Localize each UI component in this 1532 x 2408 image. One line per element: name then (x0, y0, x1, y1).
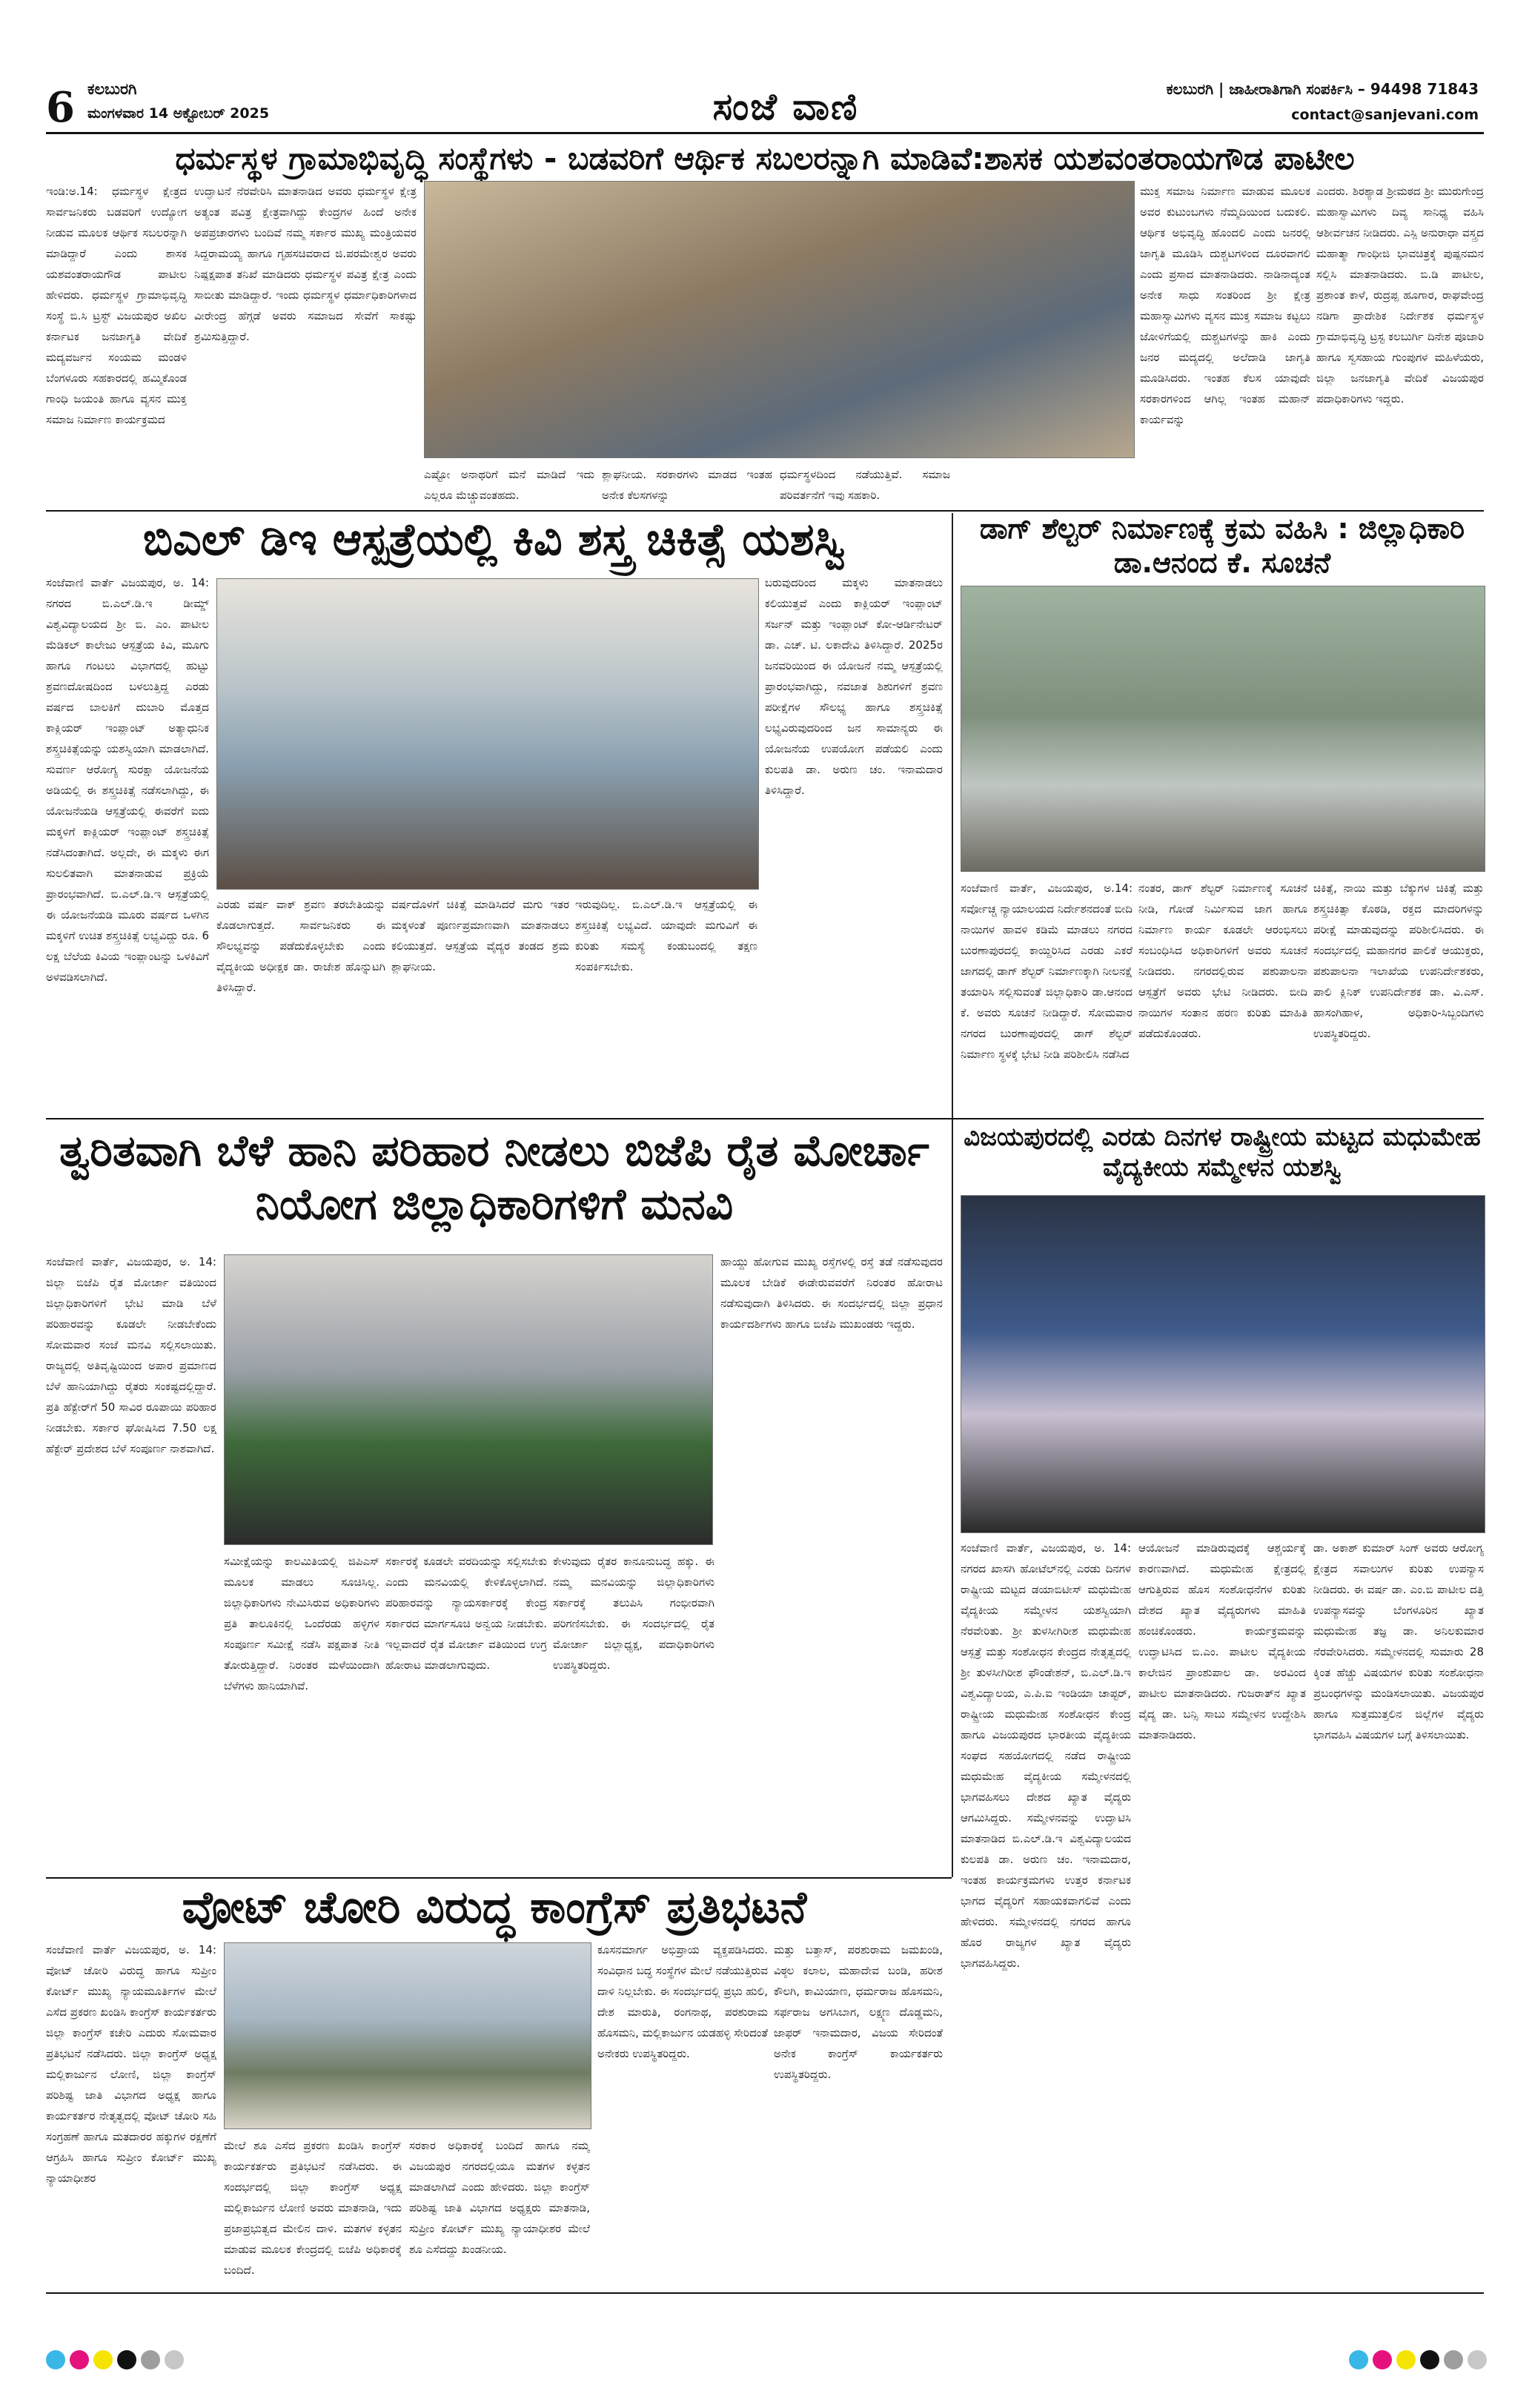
article-4-col-4: ಕೇಳುವುದು ರೈತರ ಕಾನೂನುಬದ್ಧ ಹಕ್ಕು. ಈ ನಮ್ಮ ಮನವಿಯನ್ನು ಜಿಲ್ಲಾಧಿಕಾರಿಗಳು ಸರ್ಕಾರಕ್ಕೆ ತಲುಪಿಸಿ ಗಂಭೀರವಾಗಿ ಪರಿಗಣಿಸಬೇಕು. ಈ ಸಂದರ್ಭದಲ್ಲಿ ರೈತ ಮೋರ್ಚಾ ಜಿಲ್ಲಾಧ್ಯಕ್ಷ, ಪದಾಧಿಕಾರಿಗಳು ಉಪಸ್ಥಿತರಿದ್ದರು. (553, 1555, 714, 1672)
reg-dot (93, 2350, 113, 2369)
column-divider-2 (952, 1121, 953, 1877)
reg-dot (1444, 2350, 1463, 2369)
reg-dot (1468, 2350, 1487, 2369)
registration-marks-left (46, 2350, 184, 2369)
article-2-headline: ಬಿಎಲ್‌ ಡಿಇ ಆಸ್ಪತ್ರೆಯಲ್ಲಿ ಕಿವಿ ಶಸ್ತ್ರ ಚಿಕಿತ್ಸೆ ಯಶಸ್ವಿ (142, 514, 846, 566)
page-number: 6 (46, 83, 75, 132)
header-city: ಕಲಬುರಗಿ (87, 80, 137, 98)
article-2-col-1: ಸಂಜೆವಾಣಿ ವಾರ್ತೆ ವಿಜಯಪುರ, ಅ. 14: ನಗರದ ಬಿ.ಎಲ್.ಡಿ.ಇ ಡೀಮ್ಡ್ ವಿಶ್ವವಿದ್ಯಾಲಯದ ಶ್ರೀ ಬಿ. ಎಂ. ಪಾಟೀಲ ಮೆಡಿಕಲ್ ಕಾಲೇಜು ಆಸ್ಪತ್ರೆಯ ಕಿವಿ, ಮೂಗು ಹಾಗೂ ಗಂಟಲು ವಿಭಾಗದಲ್ಲಿ ಹುಟ್ಟು ಶ್ರವಣದೋಷದಿಂದ ಬಳಲುತ್ತಿದ್ದ ಎರಡು ವರ್ಷದ ಬಾಲಕಿಗೆ ದುಬಾರಿ ಮೊತ್ತದ ಕಾಕ್ಲಿಯರ್ ಇಂಪ್ಲಾಂಟ್ ಅತ್ಯಾಧುನಿಕ ಶಸ್ತ್ರಚಿಕಿತ್ಸೆಯನ್ನು ಯಶಸ್ವಿಯಾಗಿ ಮಾಡಲಾಗಿದೆ. ಸುವರ್ಣ ಆರೋಗ್ಯ ಸುರಕ್ಷಾ ಯೋಜನೆಯ ಅಡಿಯಲ್ಲಿ ಈ ಶಸ್ತ್ರಚಿಕಿತ್ಸೆ ನಡೆಸಲಾಗಿದ್ದು, ಈ ಯೋಜನೆಯಡಿ ಆಸ್ಪತ್ರೆಯಲ್ಲಿ ಈವರೆಗೆ ಐದು ಮಕ್ಕಳಿಗೆ ಕಾಕ್ಲಿಯರ್ ಇಂಪ್ಲಾಂಟ್ ಶಸ್ತ್ರಚಿಕಿತ್ಸೆ ನಡೆಸಿದಂತಾಗಿದೆ. ಅಲ್ಲದೇ, ಈ ಮಕ್ಕಳು ಈಗ ಸುಲಲಿತವಾಗಿ ಮಾತನಾಡುವ ಪ್ರಕ್ರಿಯೆ ಪ್ರಾರಂಭವಾಗಿದೆ. ಬಿ.ಎಲ್.ಡಿ.ಇ ಆಸ್ಪತ್ರೆಯಲ್ಲಿ ಈ ಯೋಜನೆಯಡಿ ಮೂರು ವರ್ಷದ ಒಳಗಿನ ಮಕ್ಕಳಿಗೆ ಉಚಿತ ಶಸ್ತ್ರಚಿಕಿತ್ಸೆ ಲಭ್ಯವಿದ್ದು ರೂ. 6 ಲಕ್ಷ ಬೆಲೆಯ ಕಿವಿಯ ಇಂಪ್ಲಾಂಟನ್ನು ಒಳಕಿವಿಗೆ ಅಳವಡಿಸಲಾಗಿದೆ. (46, 576, 209, 984)
article-5-photo (961, 1195, 1485, 1533)
article-4-col-1: ಸಂಜೆವಾಣಿ ವಾರ್ತೆ, ವಿಜಯಪುರ, ಅ. 14: ಜಿಲ್ಲಾ ಬಿಜೆಪಿ ರೈತ ಮೋರ್ಚಾ ವತಿಯಿಂದ ಜಿಲ್ಲಾಧಿಕಾರಿಗಳಿಗೆ ಭೇಟಿ ಮಾಡಿ ಬೆಳೆ ಪರಿಹಾರವನ್ನು ಕೂಡಲೇ ನೀಡಬೇಕೆಂದು ಸೋಮವಾರ ಸಂಜೆ ಮನವಿ ಸಲ್ಲಿಸಲಾಯಿತು. ರಾಜ್ಯದಲ್ಲಿ ಅತಿವೃಷ್ಟಿಯಿಂದ ಅಪಾರ ಪ್ರಮಾಣದ ಬೆಳೆ ಹಾನಿಯಾಗಿದ್ದು ರೈತರು ಸಂಕಷ್ಟದಲ್ಲಿದ್ದಾರೆ. ಪ್ರತಿ ಹೆಕ್ಟೇರ್‌ಗೆ 50 ಸಾವಿರ ರೂಪಾಯಿ ಪರಿಹಾರ ನೀಡಬೇಕು. ಸರ್ಕಾರ ಘೋಷಿಸಿದ 7.50 ಲಕ್ಷ ಹೆಕ್ಟೇರ್ ಪ್ರದೇಶದ ಬೆಳೆ ಸಂಪೂರ್ಣ ನಾಶವಾಗಿದೆ. (46, 1255, 216, 1455)
article-6-photo (224, 1942, 591, 2129)
article-1-col-6: ಮುಕ್ತ ಸಮಾಜ ನಿರ್ಮಾಣ ಮಾಡುವ ಮೂಲಕ ಅವರ ಕುಟುಂಬಗಳು ನೆಮ್ಮದಿಯಿಂದ ಬದುಕಲಿ. ಆರ್ಥಿಕ ಅಭಿವೃದ್ಧಿ ಹೊಂದಲಿ ಎಂದು ಜನರಲ್ಲಿ ಜಾಗೃತಿ ಮೂಡಿಸಿ ದುಶ್ಚಟಗಳಿಂದ ದೂರವಾಗಲಿ ಎಂದು ಪ್ರಸಾದ ಮಾತನಾಡಿದರು. ನಾಡಿನಾದ್ಯಂತ ಅನೇಕ ಸಾಧು ಸಂತರಿಂದ ಶ್ರೀ ಕ್ಷೇತ್ರ ಮಹಾಸ್ವಾಮಿಗಳು ವ್ಯಸನ ಮುಕ್ತ ಸಮಾಜ ಕಟ್ಟಲು ಜೋಳಿಗೆಯಲ್ಲಿ ದುಶ್ಚಟಗಳನ್ನು ಹಾಕಿ ಎಂದು ಜನರ ಮದ್ಯದಲ್ಲಿ ಅಲೆದಾಡಿ ಜಾಗೃತಿ ಮೂಡಿಸಿದರು. ಇಂತಹ ಕೆಲಸ ಯಾವುದೇ ಸರಕಾರಗಳಿಂದ ಆಗಿಲ್ಲ ಇಂತಹ ಮಹಾನ್ ಕಾರ್ಯವನ್ನು (1140, 185, 1310, 426)
article-6-headline: ವೋಟ್ ಚೋರಿ ವಿರುದ್ಧ ಕಾಂಗ್ರೆಸ್ ಪ್ರತಿಭಟನೆ (182, 1882, 807, 1934)
header-ad-contact: ಕಲಬುರಗಿ | ಜಾಹೀರಾತಿಗಾಗಿ ಸಂಪರ್ಕಿಸಿ – 94498 71843 (1166, 80, 1479, 98)
article-5-col-1: ಸಂಜೆವಾಣಿ ವಾರ್ತೆ, ವಿಜಯಪುರ, ಅ. 14: ನಗರದ ಖಾಸಗಿ ಹೋಟೆಲ್‌ನಲ್ಲಿ ಎರಡು ದಿನಗಳ ರಾಷ್ಟ್ರೀಯ ಮಟ್ಟದ ಡಯಾಬಿಟೀಸ್ ಮಧುಮೇಹ ವೈದ್ಯಕೀಯ ಸಮ್ಮೇಳನ ಯಶಸ್ವಿಯಾಗಿ ನೆರವೇರಿತು. ಶ್ರೀ ತುಳಸೀಗಿರೀಶ ಮಧುಮೇಹ ಆಸ್ಪತ್ರೆ ಮತ್ತು ಸಂಶೋಧನ ಕೇಂದ್ರದ ನೇತೃತ್ವದಲ್ಲಿ ಶ್ರೀ ತುಳಸೀಗಿರೀಶ ಫೌಂಡೇಶನ್, ಬಿ.ಎಲ್.ಡಿ.ಇ ವಿಶ್ವವಿದ್ಯಾಲಯ, ಎ.ಪಿ.ಐ ಇಂಡಿಯಾ ಚಾಪ್ಟರ್, ರಾಷ್ಟ್ರೀಯ ಮಧುಮೇಹ ಸಂಶೋಧನ ಕೇಂದ್ರ ಹಾಗೂ ವಿಜಯಪುರದ ಭಾರತೀಯ ವೈದ್ಯಕೀಯ ಸಂಘದ ಸಹಯೋಗದಲ್ಲಿ ನಡೆದ ರಾಷ್ಟ್ರೀಯ ಮಧುಮೇಹ ವೈದ್ಯಕೀಯ ಸಮ್ಮೇಳನದಲ್ಲಿ ಭಾಗವಹಿಸಲು ದೇಶದ ಖ್ಯಾತ ವೈದ್ಯರು ಆಗಮಿಸಿದ್ದರು. ಸಮ್ಮೇಳನವನ್ನು ಉದ್ಘಾಟಿಸಿ ಮಾತನಾಡಿದ ಬಿ.ಎಲ್.ಡಿ.ಇ ವಿಶ್ವವಿದ್ಯಾಲಯದ ಕುಲಪತಿ ಡಾ. ಅರುಣ ಚಂ. ಇನಾಮದಾರ, ಇಂತಹ ಕಾರ್ಯಕ್ರಮಗಳು ಉತ್ತರ ಕರ್ನಾಟಕ ಭಾಗದ ವೈದ್ಯರಿಗೆ ಸಹಾಯಕವಾಗಲಿವೆ ಎಂದು ಹೇಳಿದರು. ಸಮ್ಮೇಳನದಲ್ಲಿ ನಗರದ ಹಾಗೂ ಹೊರ ರಾಜ್ಯಗಳ ಖ್ಯಾತ ವೈದ್ಯರು ಭಾಗವಹಿಸಿದ್ದರು. (961, 1541, 1131, 1970)
article-1-col-2: ಉದ್ಘಾಟನೆ ನೆರವೇರಿಸಿ ಮಾತನಾಡಿದ ಅವರು ಧರ್ಮಸ್ಥಳ ಕ್ಷೇತ್ರ ಅತ್ಯಂತ ಪವಿತ್ರ ಕ್ಷೇತ್ರವಾಗಿದ್ದು ಕೇಂದ್ರಗಳ ಹಿಂದೆ ಅನೇಕ ಅಪಪ್ರಚಾರಗಳು ಬಂದಿವೆ ನಮ್ಮ ಸರ್ಕಾರ ಮುಖ್ಯ ಮಂತ್ರಿಯವರ ಸಿದ್ದರಾಮಯ್ಯ ಹಾಗೂ ಗೃಹಸಚಿವರಾದ ಜಿ.ಪರಮೇಶ್ವರ ಅವರು ನಿಷ್ಪಕ್ಷಪಾತ ತನಿಖೆ ಮಾಡಿದರು ಧರ್ಮಸ್ಥಳ ಪವಿತ್ರ ಕ್ಷೇತ್ರ ಎಂದು ಸಾಬೀತು ಮಾಡಿದ್ದಾರೆ. ಇಂದು ಧರ್ಮಸ್ಥಳ ಧರ್ಮಾಧಿಕಾರಿಗಳಾದ ವೀರೇಂದ್ರ ಹೆಗ್ಗಡೆ ಅವರು ಸಮಾಜದ ಸೇವೆಗೆ ಸಾಕಷ್ಟು ಶ್ರಮಿಸುತ್ತಿದ್ದಾರೆ. (194, 185, 417, 343)
article-1-col-1: ಇಂಡಿ:ಅ.14: ಧರ್ಮಸ್ಥಳ ಕ್ಷೇತ್ರದ ಸಾರ್ವಜನಿಕರು ಬಡವರಿಗೆ ಉದ್ಯೋಗ ನೀಡುವ ಮೂಲಕ ಆರ್ಥಿಕ ಸಬಲರನ್ನಾಗಿ ಮಾಡಿದ್ದಾರೆ ಎಂದು ಶಾಸಕ ಯಶವಂತರಾಯಗೌಡ ಪಾಟೀಲ ಹೇಳಿದರು. ಧರ್ಮಸ್ಥಳ ಗ್ರಾಮಾಭಿವೃದ್ಧಿ ಸಂಸ್ಥೆ ಬಿ.ಸಿ ಟ್ರಸ್ಟ್ ವಿಜಯಪುರ ಅಖಿಲ ಕರ್ನಾಟಕ ಜನಜಾಗೃತಿ ವೇದಿಕೆ ಮದ್ಯವರ್ಜನ ಸಂಯಮ ಮಂಡಳಿ ಬೆಂಗಳೂರು ಸಹಕಾರದಲ್ಲಿ ಹಮ್ಮಿಕೊಂಡ ಗಾಂಧಿ ಜಯಂತಿ ಹಾಗೂ ವ್ಯಸನ ಮುಕ್ತ ಸಮಾಜ ನಿರ್ಮಾಣ ಕಾರ್ಯಕ್ರಮದ (46, 185, 187, 426)
article-6-col-3: ಸರಕಾರ ಅಧಿಕಾರಕ್ಕೆ ಬಂದಿದೆ ಹಾಗೂ ನಮ್ಮ ವಿಜಯಪುರ ನಗರದಲ್ಲಿಯೂ ಮತಗಳ ಕಳ್ಳತನ ಮಾಡಲಾಗಿದೆ ಎಂದು ಹೇಳಿದರು. ಜಿಲ್ಲಾ ಕಾಂಗ್ರೆಸ್ ಪರಿಶಿಷ್ಟ ಜಾತಿ ವಿಭಾಗದ ಅಧ್ಯಕ್ಷರು ಮಾತನಾಡಿ, ಸುಪ್ರೀಂ ಕೋರ್ಟ್ ಮುಖ್ಯ ನ್ಯಾಯಾಧೀಶರ ಮೇಲೆ ಶೂ ಎಸೆದದ್ದು ಖಂಡನೀಯ. (409, 2139, 590, 2256)
article-1-col-3: ಎಷ್ಟೋ ಅನಾಥರಿಗೆ ಮನೆ ಮಾಡಿದೆ ಇದು ಎಲ್ಲರೂ ಮೆಚ್ಚುವಂತಹದು. (424, 468, 594, 502)
article-4-photo (224, 1254, 713, 1545)
reg-dot (1420, 2350, 1439, 2369)
article-2-col-5: ಬರುವುದರಿಂದ ಮಕ್ಕಳು ಮಾತನಾಡಲು ಕಲಿಯುತ್ತವೆ ಎಂದು ಕಾಕ್ಲಿಯರ್ ಇಂಪ್ಲಾಂಟ್ ಸರ್ಜನ್ ಮತ್ತು ಇಂಪ್ಲಾಂಟ್ ಕೋ-ಆರ್ಡಿನೇಟರ್ ಡಾ. ಎಚ್. ಟಿ. ಲಕಾದೇವಿ ತಿಳಿಸಿದ್ದಾರೆ. 2025ರ ಜನವರಿಯಿಂದ ಈ ಯೋಜನೆ ನಮ್ಮ ಆಸ್ಪತ್ರೆಯಲ್ಲಿ ಪ್ರಾರಂಭವಾಗಿದ್ದು, ನವಜಾತ ಶಿಶುಗಳಿಗೆ ಶ್ರವಣ ಪರೀಕ್ಷೆಗಳ ಸೌಲಭ್ಯ ಹಾಗೂ ಶಸ್ತ್ರಚಿಕಿತ್ಸೆ ಲಭ್ಯವಿರುವುದರಿಂದ ಜನ ಸಾಮಾನ್ಯರು ಈ ಯೋಜನೆಯ ಉಪಯೋಗ ಪಡೆಯಲಿ ಎಂದು ಕುಲಪತಿ ಡಾ. ಅರುಣ ಚಂ. ಇನಾಮದಾರ ತಿಳಿಸಿದ್ದಾರೆ. (765, 576, 943, 797)
article-6-col-2: ಮೇಲೆ ಶೂ ಎಸೆದ ಪ್ರಕರಣ ಖಂಡಿಸಿ ಕಾಂಗ್ರೆಸ್ ಕಾರ್ಯಕರ್ತರು ಪ್ರತಿಭಟನೆ ನಡೆಸಿದರು. ಈ ಸಂದರ್ಭದಲ್ಲಿ ಜಿಲ್ಲಾ ಕಾಂಗ್ರೆಸ್ ಅಧ್ಯಕ್ಷ ಮಲ್ಲಿಕಾರ್ಜುನ ಲೋಣಿ ಅವರು ಮಾತನಾಡಿ, ಇದು ಪ್ರಜಾಪ್ರಭುತ್ವದ ಮೇಲಿನ ದಾಳಿ. ಮತಗಳ ಕಳ್ಳತನ ಮಾಡುವ ಮೂಲಕ ಕೇಂದ್ರದಲ್ಲಿ ಬಿಜೆಪಿ ಅಧಿಕಾರಕ್ಕೆ ಬಂದಿದೆ. (224, 2139, 402, 2277)
article-4-col-3: ಸರ್ಕಾರಕ್ಕೆ ಕೂಡಲೇ ವರದಿಯನ್ನು ಸಲ್ಲಿಸಬೇಕು ಎಂದು ಮನವಿಯಲ್ಲಿ ಕೇಳಿಕೊಳ್ಳಲಾಗಿದೆ. ಪರಿಹಾರವನ್ನು ನ್ಯಾಯಸರ್ಕಾರಕ್ಕೆ ಕೇಂದ್ರ ಸರ್ಕಾರದ ಮಾರ್ಗಸೂಚಿ ಅನ್ವಯ ನೀಡಬೇಕು. ಇಲ್ಲವಾದರೆ ರೈತ ಮೋರ್ಚಾ ವತಿಯಿಂದ ಉಗ್ರ ಹೋರಾಟ ಮಾಡಲಾಗುವುದು. (385, 1555, 547, 1672)
article-4-col-5: ಹಾಯ್ದು ಹೋಗುವ ಮುಖ್ಯ ರಸ್ತೆಗಳಲ್ಲಿ ರಸ್ತೆ ತಡೆ ನಡೆಸುವುದರ ಮೂಲಕ ಬೇಡಿಕೆ ಈಡೇರುವವರೆಗೆ ನಿರಂತರ ಹೋರಾಟ ನಡೆಸುವುದಾಗಿ ತಿಳಿಸಿದರು. ಈ ಸಂದರ್ಭದಲ್ಲಿ ಜಿಲ್ಲಾ ಪ್ರಧಾನ ಕಾರ್ಯದರ್ಶಿಗಳು ಹಾಗೂ ಬಿಜೆಪಿ ಮುಖಂಡರು ಇದ್ದರು. (720, 1255, 943, 1331)
registration-marks-right (1349, 2350, 1487, 2369)
reg-dot (1396, 2350, 1416, 2369)
reg-dot (1349, 2350, 1368, 2369)
article-6-col-4: ಕೂಸನಮಾರ್ಗ ಅಭಿಪ್ರಾಯ ವ್ಯಕ್ತಪಡಿಸಿದರು. ಸಂವಿಧಾನ ಬದ್ಧ ಸಂಸ್ಥೆಗಳ ಮೇಲೆ ನಡೆಯುತ್ತಿರುವ ದಾಳಿ ನಿಲ್ಲಬೇಕು. ಈ ಸಂದರ್ಭದಲ್ಲಿ ಪ್ರಭು ಹುಲಿ, ದೇಶ ಮಾರುತಿ, ರಂಗನಾಥ, ಪರಶುರಾಮ ಹೊಸಮನಿ, ಮಲ್ಲಿಕಾರ್ಜುನ ಯಡಹಳ್ಳಿ ಸೇರಿದಂತೆ ಅನೇಕರು ಉಪಸ್ಥಿತರಿದ್ದರು. (597, 1943, 768, 2060)
article-6-col-1: ಸಂಜೆವಾಣಿ ವಾರ್ತೆ ವಿಜಯಪುರ, ಅ. 14: ವೋಟ್ ಚೋರಿ ವಿರುದ್ಧ ಹಾಗೂ ಸುಪ್ರೀಂ ಕೋರ್ಟ್ ಮುಖ್ಯ ನ್ಯಾಯಮೂರ್ತಿಗಳ ಮೇಲೆ ಎಸೆದ ಪ್ರಕರಣ ಖಂಡಿಸಿ ಕಾಂಗ್ರೆಸ್ ಕಾರ್ಯಕರ್ತರು ಜಿಲ್ಲಾ ಕಾಂಗ್ರೆಸ್ ಕಚೇರಿ ಎದುರು ಸೋಮವಾರ ಪ್ರತಿಭಟನೆ ನಡೆಸಿದರು. ಜಿಲ್ಲಾ ಕಾಂಗ್ರೆಸ್ ಅಧ್ಯಕ್ಷ ಮಲ್ಲಿಕಾರ್ಜುನ ಲೋಣಿ, ಜಿಲ್ಲಾ ಕಾಂಗ್ರೆಸ್ ಪರಿಶಿಷ್ಟ ಜಾತಿ ವಿಭಾಗದ ಅಧ್ಯಕ್ಷ ಹಾಗೂ ಕಾರ್ಯಕರ್ತರ ನೇತೃತ್ವದಲ್ಲಿ ವೋಟ್ ಚೋರಿ ಸಹಿ ಸಂಗ್ರಹಣೆ ಹಾಗೂ ಮತದಾರರ ಹಕ್ಕುಗಳ ರಕ್ಷಣೆಗೆ ಆಗ್ರಹಿಸಿ ಹಾಗೂ ಸುಪ್ರೀಂ ಕೋರ್ಟ್ ಮುಖ್ಯ ನ್ಯಾಯಾಧೀಶರ (46, 1943, 216, 2185)
footer-rule (46, 2292, 1484, 2294)
header-date: ಮಂಗಳವಾರ 14 ಅಕ್ಟೋಬರ್ 2025 (87, 105, 270, 122)
article-1-col-4: ಶ್ಲಾಘನೀಯ. ಸರಕಾರಗಳು ಮಾಡದ ಇಂತಹ ಅನೇಕ ಕೆಲಸಗಳನ್ನು (602, 468, 772, 502)
reg-dot (117, 2350, 136, 2369)
article-3-rule (46, 1118, 1484, 1119)
reg-dot (165, 2350, 184, 2369)
article-2-col-4: ಇರುವುದಿಲ್ಲ. ಬಿ.ಎಲ್.ಡಿ.ಇ ಆಸ್ಪತ್ರೆಯಲ್ಲಿ ಈ ಶಸ್ತ್ರಚಿಕಿತ್ಸೆ ಲಭ್ಯವಿದೆ. ಯಾವುದೇ ಮಗುವಿಗೆ ಈ ಕುರಿತು ಸಮಸ್ಯೆ ಕಂಡುಬಂದಲ್ಲಿ ತಕ್ಷಣ ಸಂಪರ್ಕಿಸಬೇಕು. (575, 898, 757, 973)
masthead-logo (663, 85, 908, 136)
article-1-col-7: ಎಂದರು. ಶಿರಶ್ಯಾಡ ಶ್ರೀಮಠದ ಶ್ರೀ ಮುರುಗೇಂದ್ರ ಮಹಾಸ್ವಾಮಿಗಳು ದಿವ್ಯ ಸಾನಿಧ್ಯ ವಹಿಸಿ ಆಶೀರ್ವಚನ ನೀಡಿದರು. ಎಸ್ಪಿ ಅನುರಾಧಾ ವಸ್ತ್ರದ ಮಹಾತ್ಮಾ ಗಾಂಧೀಜಿ ಭಾವಚಿತ್ರಕ್ಕೆ ಪುಷ್ಪನಮನ ಸಲ್ಲಿಸಿ ಮಾತನಾಡಿದರು. ಬಿ.ಡಿ ಪಾಟೀಲ, ಪ್ರಶಾಂತ ಕಾಳೆ, ರುದ್ರಪ್ಪ ಹೂಗಾರ, ರಾಘವೇಂದ್ರ ನಡಿಗಾ ಪ್ರಾದೇಶಿಕ ನಿರ್ದೇಶಕ ಧರ್ಮಸ್ಥಳ ಗ್ರಾಮಾಭಿವೃದ್ಧಿ ಟ್ರಸ್ಟ ಕಲಬುರ್ಗಿ ದಿನೇಶ ಪೂಜಾರಿ ಹಾಗೂ ಸ್ವಸಹಾಯ ಗುಂಪುಗಳ ಮಹಿಳೆಯರು, ಜಿಲ್ಲಾ ಜನಜಾಗೃತಿ ವೇದಿಕೆ ವಿಜಯಪುರ ಪದಾಧಿಕಾರಿಗಳು ಇದ್ದರು. (1316, 185, 1484, 406)
reg-dot (70, 2350, 89, 2369)
article-3-col-2: ನಂತರ, ಡಾಗ್ ಶೆಲ್ಟರ್ ನಿರ್ಮಾಣಕ್ಕೆ ಸೂಚನೆ ನೀಡಿ, ಗೋಡೆ ನಿರ್ಮಿಸುವ ಜಾಗ ಹಾಗೂ ನಿರ್ಮಾಣ ಕಾರ್ಯ ಕೂಡಲೇ ಆರಂಭಿಸಲು ಸಂಬಂಧಿಸಿದ ಅಧಿಕಾರಿಗಳಿಗೆ ಅವರು ಸೂಚನೆ ನೀಡಿದರು. ನಗರದಲ್ಲಿರುವ ಪಶುಪಾಲನಾ ಆಸ್ಪತ್ರೆಗೆ ಅವರು ಭೇಟಿ ನೀಡಿದರು. ಬೀದಿ ನಾಯಿಗಳ ಸಂತಾನ ಹರಣ ಕುರಿತು ಮಾಹಿತಿ ಪಡೆದುಕೊಂಡರು. (1138, 882, 1307, 1040)
article-5-headline: ವಿಜಯಪುರದಲ್ಲಿ ಎರಡು ದಿನಗಳ ರಾಷ್ಟ್ರೀಯ ಮಟ್ಟದ ಮಧುಮೇಹ ವೈದ್ಯಕೀಯ ಸಮ್ಮೇಳನ ಯಶಸ್ವಿ (964, 1122, 1481, 1183)
reg-dot (46, 2350, 65, 2369)
logo-text: ಸಂಜೆ ವಾಣಿ (712, 85, 859, 128)
article-3-col-1: ಸಂಜೆವಾಣಿ ವಾರ್ತೆ, ವಿಜಯಪುರ, ಅ.14: ಸರ್ವೋಚ್ಚ ನ್ಯಾಯಾಲಯದ ನಿರ್ದೇಶನದಂತೆ ಬೀದಿ ನಾಯಿಗಳ ಹಾವಳಿ ಕಡಿಮೆ ಮಾಡಲು ನಗರದ ಬುರಣಾಪುರದಲ್ಲಿ ಕಾಯ್ದಿರಿಸಿದ ಎರಡು ಎಕರೆ ಜಾಗದಲ್ಲಿ ಡಾಗ್ ಶೆಲ್ಟರ್ ನಿರ್ಮಾಣಕ್ಕಾಗಿ ನೀಲನಕ್ಷೆ ತಯಾರಿಸಿ ಸಲ್ಲಿಸುವಂತೆ ಜಿಲ್ಲಾಧಿಕಾರಿ ಡಾ.ಆನಂದ ಕೆ. ಅವರು ಸೂಚನೆ ನೀಡಿದ್ದಾರೆ. ಸೋಮವಾರ ನಗರದ ಬುರಣಾಪುರದಲ್ಲಿ ಡಾಗ್ ಶೆಲ್ಟರ್ ನಿರ್ಮಾಣ ಸ್ಥಳಕ್ಕೆ ಭೇಟಿ ನೀಡಿ ಪರಿಶೀಲಿಸಿ ನಡೆಸಿದ (961, 882, 1133, 1061)
article-3-col-3: ಚಿಕಿತ್ಸೆ, ನಾಯಿ ಮತ್ತು ಬೆಕ್ಕುಗಳ ಚಿಕಿತ್ಸೆ ಮತ್ತು ಶಸ್ತ್ರಚಿಕಿತ್ಸಾ ಕೊಠಡಿ, ರಕ್ತದ ಮಾದರಿಗಳನ್ನು ಪರೀಕ್ಷೆ ಮಾಡುವುದನ್ನು ಪರಿಶೀಲಿಸಿದರು. ಈ ಸಂದರ್ಭದಲ್ಲಿ ಮಹಾನಗರ ಪಾಲಿಕೆ ಆಯುಕ್ತರು, ಪಶುಪಾಲನಾ ಇಲಾಖೆಯ ಉಪನಿರ್ದೇಶಕರು, ಪಾಲಿ ಕ್ಲಿನಿಕ್ ಉಪನಿರ್ದೇಶಕ ಡಾ. ವಿ.ಎಸ್. ಹಾಸಂಗಿಹಾಳ, ಅಧಿಕಾರಿ-ಸಿಬ್ಬಂದಿಗಳು ಉಪಸ್ಥಿತರಿದ್ದರು. (1313, 882, 1484, 1040)
article-4-rule (46, 1877, 952, 1879)
reg-dot (1373, 2350, 1392, 2369)
article-3-headline: ಡಾಗ್ ಶೆಲ್ಟರ್ ನಿರ್ಮಾಣಕ್ಕೆ ಕ್ರಮ ವಹಿಸಿ : ಜಿಲ್ಲಾಧಿಕಾರಿ ಡಾ.ಆನಂದ ಕೆ. ಸೂಚನೆ (979, 512, 1465, 580)
article-3-photo (961, 586, 1485, 872)
column-divider (952, 513, 953, 1121)
article-5-col-3: ಡಾ. ಅಕಾಶ್ ಕುಮಾರ್ ಸಿಂಗ್ ಅವರು ಆರೋಗ್ಯ ಕ್ಷೇತ್ರದ ಸವಾಲುಗಳ ಕುರಿತು ಉಪನ್ಯಾಸ ನೀಡಿದರು. ಈ ವರ್ಷ ಡಾ. ಎಂ.ಬಿ ಪಾಟೀಲ ದತ್ತಿ ಉಪನ್ಯಾಸವನ್ನು ಬೆಂಗಳೂರಿನ ಖ್ಯಾತ ಮಧುಮೇಹ ತಜ್ಞ ಡಾ. ಅನಿಲಕುಮಾರ ನೆರವೇರಿಸಿದರು. ಸಮ್ಮೇಳನದಲ್ಲಿ ಸುಮಾರು 28 ಕ್ಕಿಂತ ಹೆಚ್ಚು ವಿಷಯಗಳ ಕುರಿತು ಸಂಶೋಧನಾ ಪ್ರಬಂಧಗಳನ್ನು ಮಂಡಿಸಲಾಯಿತು. ವಿಜಯಪುರ ಹಾಗೂ ಸುತ್ತಮುತ್ತಲಿನ ಜಿಲ್ಲೆಗಳ ವೈದ್ಯರು ಭಾಗವಹಿಸಿ ವಿಷಯಗಳ ಬಗ್ಗೆ ತಿಳಿಸಲಾಯಿತು. (1313, 1541, 1484, 1742)
article-4-col-2: ಸಮೀಕ್ಷೆಯನ್ನು ಕಾಲಮಿತಿಯಲ್ಲಿ ಜಿಪಿಎಸ್ ಮೂಲಕ ಮಾಡಲು ಸೂಚಿಸಿಲ್ಲ. ಜಿಲ್ಲಾಧಿಕಾರಿಗಳು ನೇಮಿಸಿರುವ ಅಧಿಕಾರಿಗಳು ಪ್ರತಿ ತಾಲೂಕಿನಲ್ಲಿ ಒಂದೆರಡು ಹಳ್ಳಿಗಳ ಸಂಪೂರ್ಣ ಸಮೀಕ್ಷೆ ನಡೆಸಿ ಪಕ್ಷಪಾತ ನೀತಿ ತೋರುತ್ತಿದ್ದಾರೆ. ನಿರಂತರ ಮಳೆಯಿಂದಾಗಿ ಬೆಳೆಗಳು ಹಾನಿಯಾಗಿವೆ. (224, 1555, 379, 1693)
article-1-headline: ಧರ್ಮಸ್ಥಳ ಗ್ರಾಮಾಭಿವೃದ್ಧಿ ಸಂಸ್ಥೆಗಳು - ಬಡವರಿಗೆ ಆರ್ಥಿಕ ಸಬಲರನ್ನಾಗಿ ಮಾಡಿವೆ:ಶಾಸಕ ಯಶವಂತರಾಯಗೌಡ ಪಾಟೀಲ (175, 140, 1355, 176)
article-1-col-5: ಧರ್ಮಸ್ಥಳದಿಂದ ನಡೆಯುತ್ತಿವೆ. ಸಮಾಜ ಪರಿವರ್ತನೆಗೆ ಇವು ಸಹಕಾರಿ. (780, 468, 950, 502)
article-2-col-2: ಎರಡು ವರ್ಷ ವಾಕ್ ಶ್ರವಣ ತರಬೇತಿಯನ್ನು ಕೊಡಲಾಗುತ್ತದೆ. ಸಾರ್ವಜನಿಕರು ಈ ಸೌಲಭ್ಯವನ್ನು ಪಡೆದುಕೊಳ್ಳಬೇಕು ಎಂದು ವೈದ್ಯಕೀಯ ಅಧೀಕ್ಷಕ ಡಾ. ರಾಜೇಶ ಹೊನ್ನುಟಗಿ ತಿಳಿಸಿದ್ದಾರೆ. (216, 898, 385, 994)
article-2-photo (216, 578, 759, 890)
header-rule (46, 132, 1484, 134)
reg-dot (141, 2350, 160, 2369)
article-5-col-2: ಆಯೋಜನೆ ಮಾಡಿರುವುದಕ್ಕೆ ಆಶ್ಚರ್ಯಕ್ಕೆ ಕಾರಣವಾಗಿದೆ. ಮಧುಮೇಹ ಕ್ಷೇತ್ರದಲ್ಲಿ ಆಗುತ್ತಿರುವ ಹೊಸ ಸಂಶೋಧನೆಗಳ ಕುರಿತು ದೇಶದ ಖ್ಯಾತ ವೈದ್ಯರುಗಳು ಮಾಹಿತಿ ಹಂಚಿಕೊಂಡರು. ಕಾರ್ಯಕ್ರಮವನ್ನು ಉದ್ಘಾಟಿಸಿದ ಬಿ.ಎಂ. ಪಾಟೀಲ ವೈದ್ಯಕೀಯ ಕಾಲೇಜಿನ ಪ್ರಾಂಶುಪಾಲ ಡಾ. ಅರವಿಂದ ಪಾಟೀಲ ಮಾತನಾಡಿದರು. ಗುಜರಾತ್‌ನ ಖ್ಯಾತ ವೈದ್ಯ ಡಾ. ಬನ್ಸಿ ಸಾಬು ಸಮ್ಮೇಳನ ಉದ್ದೇಶಿಸಿ ಮಾತನಾಡಿದರು. (1138, 1541, 1306, 1742)
article-4-headline: ತ್ವರಿತವಾಗಿ ಬೆಳೆ ಹಾನಿ ಪರಿಹಾರ ನೀಡಲು ಬಿಜೆಪಿ ರೈತ ಮೋರ್ಚಾ ನಿಯೋಗ ಜಿಲ್ಲಾಧಿಕಾರಿಗಳಿಗೆ ಮನವಿ (59, 1125, 929, 1229)
header-email[interactable]: contact@sanjevani.com (1291, 107, 1479, 123)
article-6-col-5: ಮತ್ತು ಬತ್ತಾಸ್, ಪರಶುರಾಮ ಜಮಖಂಡಿ, ವಿಠ್ಠಲ ಕಲಾಲ, ಮಹಾದೇವ ಬಂಡಿ, ಹರೀಶ ಕೌಲಗಿ, ಕಾಮಿಯಾಣ, ಧರ್ಮರಾಜ ಹೊಸಮನಿ, ಸರ್ಫರಾಜ ಅಗಸಿಬಾಗ, ಲಕ್ಷ್ಮಣ ದೊಡ್ಡಮನಿ, ಜಾಫರ್ ಇನಾಮದಾರ, ವಿಜಯ ಸೇರಿದಂತೆ ಅನೇಕ ಕಾಂಗ್ರೆಸ್ ಕಾರ್ಯಕರ್ತರು ಉಪಸ್ಥಿತರಿದ್ದರು. (774, 1943, 943, 2081)
article-2-col-3: ವರ್ಷದೊಳಗೆ ಚಿಕಿತ್ಸೆ ಮಾಡಿಸಿದರೆ ಮಗು ಇತರ ಮಕ್ಕಳಂತೆ ಪೂರ್ಣಪ್ರಮಾಣವಾಗಿ ಮಾತನಾಡಲು ಕಲಿಯುತ್ತದೆ. ಆಸ್ಪತ್ರೆಯ ವೈದ್ಯರ ತಂಡದ ಶ್ರಮ ಶ್ಲಾಘನೀಯ. (391, 898, 569, 973)
article-1-photo (424, 181, 1135, 458)
